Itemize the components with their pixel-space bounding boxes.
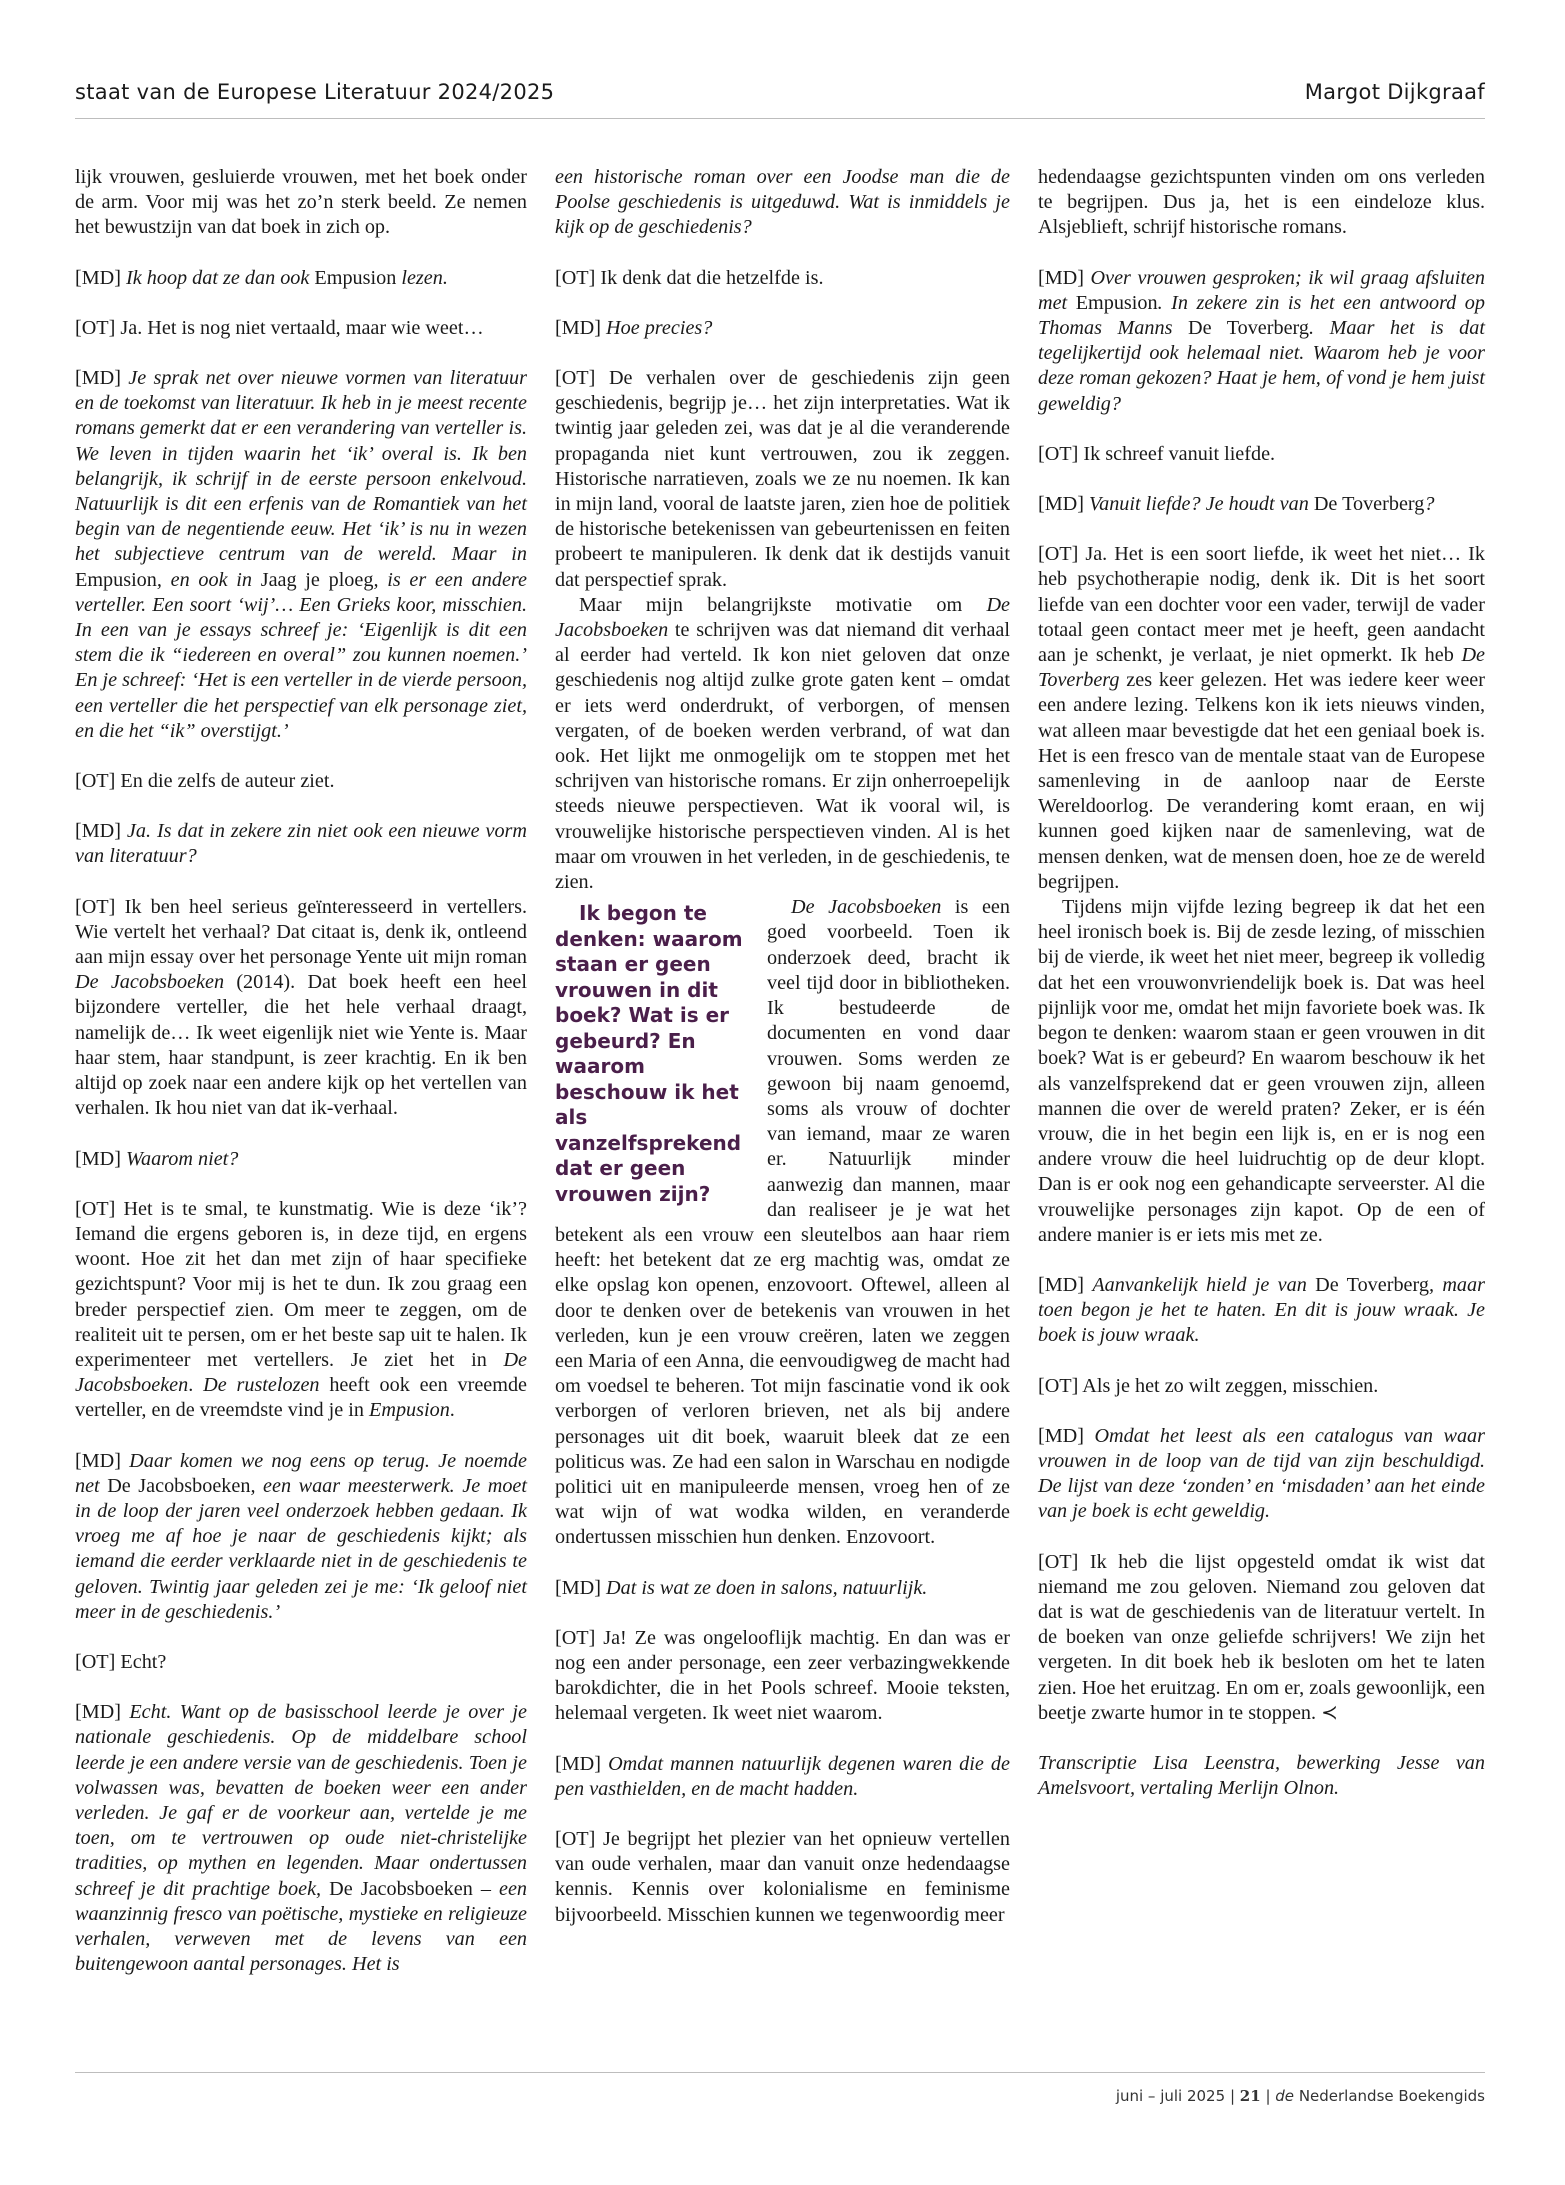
paragraph: lijk vrouwen, gesluierde vrouwen, met het boek onder de arm. Voor mij was het zo’n sterk beeld. Ze nemen het bewustzijn van dat boek in zich op. [75,166,527,239]
pull-quote: Ik begon te denken: waarom staan er geen vrouwen in dit boek? Wat is er gebeurd? En waarom beschouw ik het als vanzelfsprekend dat er geen vrouwen zijn? [555,901,743,1206]
answer-paragraph: [OT] Als je het zo wilt zeggen, misschien. [1038,1374,1379,1397]
question-paragraph: [MD] Ik hoop dat ze dan ook Empusion lezen. [75,266,448,289]
question-paragraph: [MD] Omdat mannen natuurlijk degenen waren die de pen vasthielden, en de macht hadden. [555,1752,1010,1800]
question-paragraph: [MD] Aanvankelijk hield je van De Toverberg, maar toen begon je het te haten. En dit is jouw wraak. Je boek is jouw wraak. [1038,1273,1485,1347]
running-header [75,78,1485,119]
answer-paragraph: [OT] Het is te smal, te kunstmatig. Wie is deze ‘ik’? Iemand die ergens geboren is, in deze tijd, en ergens woont. Hoe zit het dan met zijn of haar specifieke gezichtspunt? Voor mij is het te dun. Ik zou graag een breder perspectief zien. Om meer te zeggen, om de realiteit uit te persen, om er het beste sap uit te halen. Ik experimenteer met vertellers. Je ziet het in De Jacobsboeken. De rustelozen heeft ook een vreemde verteller, en de vreemdste vind je in Empusion. [75,1197,527,1422]
answer-paragraph: [OT] Ik ben heel serieus geïnteresseerd in vertellers. Wie vertelt het verhaal? Dat citaat is, denk ik, ontleend aan mijn essay over het personage Yente uit mijn roman De Jacobsboeken (2014). Dat boek heeft een heel bijzondere verteller, die het hele verhaal draagt, namelijk de… Ik weet eigenlijk niet wie Yente is. Maar haar stem, haar standpunt, is zeer krachtig. En ik ben altijd op zoek naar een andere kijk op het vertellen van verhalen. Ik hou niet van dat ik-verhaal. [75,895,527,1120]
header-author: Margot Dijkgraaf [1304,80,1485,104]
question-paragraph: [MD] Ja. Is dat in zekere zin niet ook een nieuwe vorm van literatuur? [75,820,527,868]
footer-separator: | [1265,2087,1271,2105]
page-footer [75,2072,1485,2105]
answer-paragraph: [OT] Ik heb die lijst opgesteld omdat ik wist dat niemand me zou geloven. Niemand zou geloven dat dat is wat de geschiedenis van de literatuur vertelt. In de boeken van onze geliefde schrijvers! We zijn het vergeten. In dit boek heb ik besloten om het te laten zien. Hoe het eruitzag. En om er, zoals gewoonlijk, een beetje zwarte humor in te stoppen. ≺ [1038,1550,1485,1724]
question-paragraph: [MD] Vanuit liefde? Je houdt van De Toverberg? [1038,493,1435,516]
answer-paragraph: [OT] Ik schreef vanuit liefde. [1038,442,1276,465]
text-column-3 [1038,165,1485,1826]
question-paragraph: [MD] Omdat het leest als een catalogus van waar vrouwen in de loop van de tijd van zijn beschuldigd. De lijst van deze ‘zonden’ en ‘misdaden’ aan het einde van je boek is echt geweldig. [1038,1424,1485,1523]
answer-paragraph: Maar mijn belangrijkste motivatie om De Jacobsboeken te schrijven was dat niemand dit verhaal al eerder had verteld. Ik kon niet geloven dat onze geschiedenis nog altijd zulke grote gaten kent – omdat er iets werd onderdrukt, of verborgen, of mensen vergaten, of de boeken werden verbrand, of wat dan ook. Het lijkt me onmogelijk om te stoppen met het schrijven van historische romans. Er zijn onherroepelijk steeds nieuwe perspectieven. Wat ik vooral wil, is vrouwelijke historische perspectieven vinden. Al is het maar om vrouwen in het verleden, in de geschiedenis, te zien. [555,593,1010,894]
page-number: 21 [1239,2087,1261,2105]
question-paragraph: [MD] Echt. Want op de basisschool leerde je over je nationale geschiedenis. Op de middelbare school leerde je een andere versie van de geschiedenis. Toen je volwassen was, bevatten de boeken weer een ander verleden. Je gaf er de voorkeur aan, vertelde je me toen, om te vertrouwen op oude niet-christelijke tradities, op mythen en legenden. Maar ondertussen schreef je dit prachtige boek, De Jacobsboeken – een waanzinnig fresco van poëtische, mystieke en religieuze verhalen, verweven met de levens van een buitengewoon aantal personages. Het is [75,1701,528,1976]
answer-paragraph: hedendaagse gezichtspunten vinden om ons verleden te begrijpen. Dus ja, het is een eindeloze klus. Alsjeblieft, schrijf historische romans. [1038,166,1485,239]
answer-paragraph: [OT] Ik denk dat die hetzelfde is. [555,266,824,289]
question-paragraph: [MD] Dat is wat ze doen in salons, natuurlijk. [555,1576,928,1599]
text-column-1 [75,165,527,2002]
question-paragraph: [MD] Daar komen we nog eens op terug. Je noemde net De Jacobsboeken, een waar meesterwerk. Je moet in de loop der jaren veel onderzoek hebben gedaan. Ik vroeg me af hoe je naar de geschiedenis kijkt; als iemand die eerder verklaarde niet in de geschiedenis te geloven. Twintig jaar geleden zei je me: ‘Ik geloof niet meer in de geschiedenis.’ [75,1449,527,1623]
issue-date: juni – juli 2025 [1115,2087,1226,2105]
footer-separator: | [1229,2087,1235,2105]
question-paragraph: [MD] Je sprak net over nieuwe vormen van literatuur en de toekomst van literatuur. Ik heb in je meest recente romans gemerkt dat er een verandering van verteller is. We leven in tijden waarin het ‘ik’ overal is. Ik ben belangrijk, ik schrijf in de eerste persoon enkelvoud. Natuurlijk is dit een erfenis van de Romantiek van het begin van de negentiende eeuw. Het ‘ik’ is nu in wezen het subjectieve centrum van de wereld. Maar in Empusion, en ook in Jaag je ploeg, is er een andere verteller. Een soort ‘wij’… Een Grieks koor, misschien. In een van je essays schreef je: ‘Eigenlijk is dit een stem die ik “iedereen en overal” zou kunnen noemen.’ En je schreef: ‘Het is een verteller in de vierde persoon, een verteller die het perspectief van elk personage ziet, en die het “ik” overstijgt.’ [75,367,527,742]
answer-paragraph: Tijdens mijn vijfde lezing begreep ik dat het een heel ironisch boek is. Bij de zesde lezing, of misschien bij de vierde, ik weet het niet meer, begreep ik volledig dat het een vrouwonvriendelijk boek is. Dat was heel pijnlijk voor me, omdat het mijn favoriete boek was. Ik begon te denken: waarom staan er geen vrouwen in dit boek? Wat is er gebeurd? En waarom beschouw ik het als vanzelfsprekend dat er geen vrouwen zijn, alleen mannen die over de wereld praten? Zeker, er is één vrouw, die in het begin een lijk is, en er is nog een andere vrouw die heel luidruchtig op de deur klopt. Dan is er ook nog een gehandicapte serveerster. Al die vrouwelijke personages zijn kapot. Op de een of andere manier is er iets mis met ze. [1038,896,1485,1246]
publication-name: Nederlandse Boekengids [1298,2087,1485,2105]
answer-paragraph: [OT] Echt? [75,1650,167,1673]
question-paragraph: [MD] Over vrouwen gesproken; ik wil graag afsluiten met Empusion. In zekere zin is het een antwoord op Thomas Manns De Toverberg. Maar het is dat tegelijkertijd ook helemaal niet. Waarom heb je voor deze roman gekozen? Haat je hem, of vond je hem juist geweldig? [1038,266,1485,415]
end-mark-icon: ≺ [1321,1701,1339,1724]
answer-paragraph: [OT] Je begrijpt het plezier van het opnieuw vertellen van oude verhalen, maar dan vanuit onze hedendaagse kennis. Kennis over kolonialisme en feminisme bijvoorbeeld. Misschien kunnen we tegenwoordig meer [555,1827,1010,1926]
answer-paragraph: [OT] Ja. Het is nog niet vertaald, maar wie weet… [75,316,484,339]
answer-paragraph: [OT] De verhalen over de geschiedenis zijn geen geschiedenis, begrijp je… het zijn interpretaties. Wat ik twintig jaar geleden zei, was dat je al die veranderende propaganda niet kunt vertrouwen, zou ik zeggen. Historische narratieven, zoals we ze nu noemen. Ik kan in mijn land, vooral de laatste jaren, zien hoe de politiek de historische betekenissen van gebeurtenissen en feiten probeert te manipuleren. Ik denk dat ik destijds vanuit dat perspectief sprak. [555,367,1010,591]
publication-prefix: de [1275,2087,1295,2105]
question-paragraph: [MD] Hoe precies? [555,316,713,339]
answer-paragraph: [OT] Ja. Het is een soort liefde, ik weet het niet… Ik heb psychotherapie nodig, denk ik. Dit is het soort liefde van een dochter voor een vader, terwijl de vader totaal geen contact meer met je heeft, geen aandacht aan je schenkt, je verlaat, je niet opmerkt. Ik heb De Toverberg zes keer gelezen. Het was iedere keer weer een andere lezing. Telkens kon ik iets nieuws vinden, wat alleen maar bevestigde dat het een geniaal boek is. Het is een fresco van de mentale staat van de Europese samenleving in de aanloop naar de Eerste Wereldoorlog. De verandering komt eraan, en wij kunnen goed kijken naar de samenleving, wat de mensen denken, wat de mensen doen, hoe ze de wereld begrijpen. [1038,543,1485,893]
text-column-2 [555,165,1010,1953]
credits: Transcriptie Lisa Leenstra, bewerking Jesse van Amelsvoort, vertaling Merlijn Olnon. [1038,1751,1485,1800]
answer-paragraph: Ik begon te denken: waarom staan er geen vrouwen in dit boek? Wat is er gebeurd? En waarom beschouw ik het als vanzelfsprekend dat er geen vrouwen zijn? De Jacobsboeken is een goed voorbeeld. Toen ik onderzoek deed, bracht ik veel tijd door in bibliotheken. Ik bestudeerde de documenten en vond daar vrouwen. Soms werden ze gewoon bij naam genoemd, soms als vrouw of dochter van iemand, maar ze waren er. Natuurlijk minder aanwezig dan mannen, maar dan realiseer je je wat het betekent als een vrouw een sleutelbos aan haar riem heeft: het betekent dat ze erg machtig was, omdat ze elke opslag kon openen, enzovoort. Oftewel, alleen al door te denken over de betekenis van vrouwen in het verleden, kun je een vrouw creëren, laten we zeggen een Maria of een Anna, die eenvoudigweg de macht had om voedsel te beheren. Tot mijn fascinatie vond ik ook verborgen of verloren brieven, net als bij andere personages uit dit boek, waaruit bleek dat ze een politicus was. Ze had een salon in Warschau en nodigde politici uit en manipuleerde mensen, vroeg hen of ze wat wijn of wat wodka wilden, en veranderde ondertussen misschien hun denken. Enzovoort. [555,896,1010,1549]
question-paragraph: een historische roman over een Joodse man die de Poolse geschiedenis is uitgeduwd. Wat is inmiddels je kijk op de geschiedenis? [555,166,1010,239]
answer-paragraph: [OT] Ja! Ze was ongelooflijk machtig. En dan was er nog een ander personage, een zeer verbazingwekkende barokdichter, die in het Pools schreef. Mooie teksten, helemaal vergeten. Ik weet niet waarom. [555,1626,1010,1725]
question-paragraph: [MD] Waarom niet? [75,1147,239,1170]
answer-paragraph: [OT] En die zelfs de auteur ziet. [75,770,335,793]
footer-info [1116,2087,1485,2105]
header-section-title: staat van de Europese Literatuur 2024/2025 [75,80,555,104]
